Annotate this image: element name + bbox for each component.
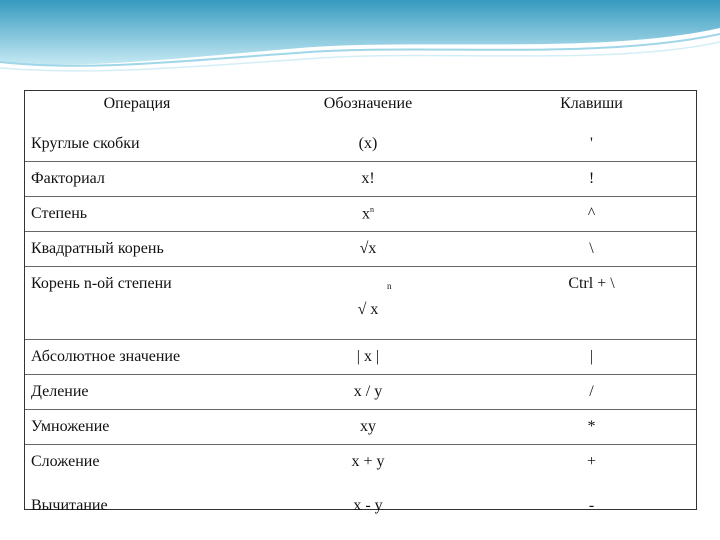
cell-operation: Абсолютное значение bbox=[25, 340, 249, 375]
table-row bbox=[25, 127, 696, 162]
table-row bbox=[25, 162, 696, 197]
cell-operation: Умножение bbox=[25, 410, 249, 445]
cell-keys: ! bbox=[487, 162, 696, 197]
notation-exponent: n bbox=[370, 204, 374, 214]
operations-table-sheet bbox=[24, 90, 697, 514]
cell-keys: ' bbox=[590, 135, 593, 152]
cell-operation: Степень bbox=[25, 197, 249, 232]
table-row bbox=[25, 375, 696, 410]
root-index: n bbox=[387, 281, 392, 291]
cell-notation: √x bbox=[249, 232, 487, 267]
cell-notation: x / y bbox=[249, 375, 487, 410]
table-row bbox=[25, 340, 696, 375]
operation-add: Сложение bbox=[31, 453, 100, 470]
cell-keys bbox=[487, 445, 696, 524]
cell-keys: Ctrl + \ bbox=[487, 267, 696, 340]
decorative-wave-header bbox=[0, 0, 720, 90]
keys-add: + bbox=[586, 453, 597, 470]
table-header-row bbox=[25, 91, 696, 127]
cell-operation: Квадратный корень bbox=[25, 232, 249, 267]
notation-base: x bbox=[362, 205, 370, 223]
cell-notation: x! bbox=[249, 162, 487, 197]
header-keys: Клавиши bbox=[560, 95, 623, 112]
cell-notation bbox=[249, 267, 487, 340]
header-notation: Обозначение bbox=[323, 95, 413, 112]
cell-operation bbox=[25, 445, 249, 524]
header-operation: Операция bbox=[103, 95, 171, 112]
notation-add: x + y bbox=[351, 453, 385, 470]
cell-operation: Корень n-ой степени bbox=[25, 267, 249, 340]
cell-notation: xy bbox=[249, 410, 487, 445]
cell-notation: | x | bbox=[249, 340, 487, 375]
cell-keys: / bbox=[487, 375, 696, 410]
cell-keys: ^ bbox=[487, 197, 696, 232]
cell-notation: (x) bbox=[358, 135, 378, 152]
cell-keys: * bbox=[487, 410, 696, 445]
cell-operation: Круглые скобки bbox=[31, 135, 140, 152]
table-row bbox=[25, 197, 696, 232]
table-row bbox=[25, 232, 696, 267]
cell-notation bbox=[249, 197, 487, 232]
notation-subtract: x - y bbox=[353, 497, 383, 514]
root-expression: √ x bbox=[357, 301, 379, 318]
cell-keys: \ bbox=[487, 232, 696, 267]
cell-notation bbox=[249, 445, 487, 524]
table-row bbox=[25, 267, 696, 340]
operation-subtract: Вычитание bbox=[31, 497, 108, 514]
table-row bbox=[25, 410, 696, 445]
cell-operation: Деление bbox=[25, 375, 249, 410]
table-row bbox=[25, 445, 696, 524]
keys-subtract: - bbox=[588, 497, 595, 514]
cell-keys: | bbox=[487, 340, 696, 375]
operations-table bbox=[25, 91, 696, 523]
cell-operation: Факториал bbox=[25, 162, 249, 197]
